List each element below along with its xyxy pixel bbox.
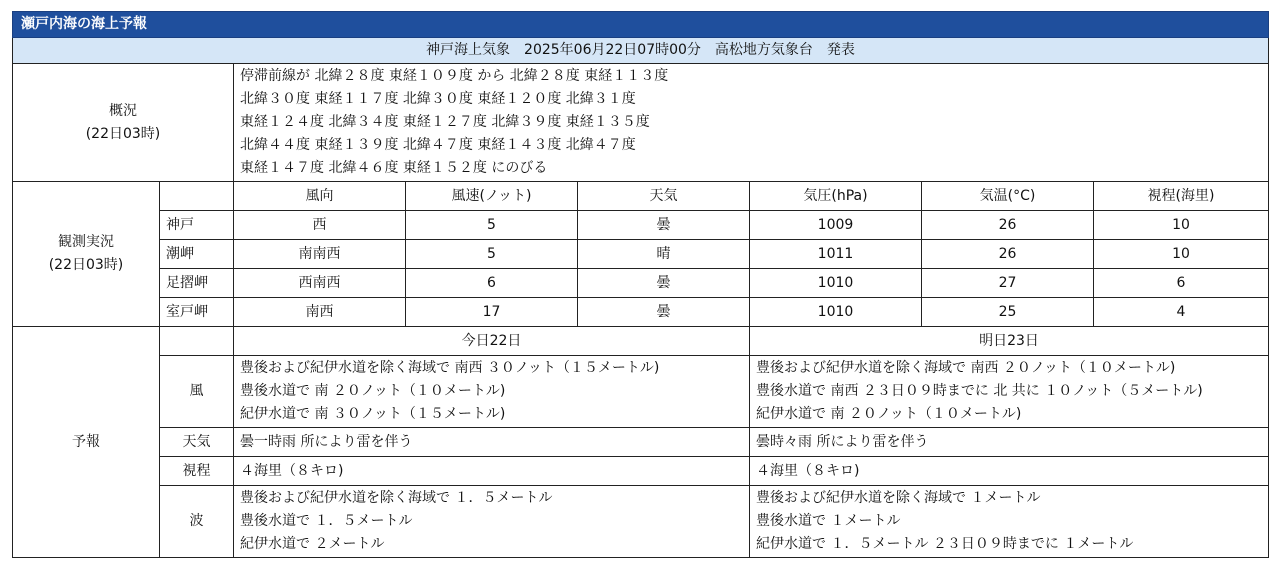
column-header: 気温(°C) [922, 182, 1094, 211]
overview-row [13, 64, 1269, 182]
forecast-line: 紀伊水道で 南 ２０ノット（１０メートル) [756, 406, 1022, 422]
table-row [13, 211, 1269, 240]
table-cell: 6 [406, 269, 578, 298]
table-cell: 西 [234, 211, 406, 240]
station-name: 足摺岬 [160, 269, 234, 298]
forecast-line: 豊後水道で １．５メートル [240, 513, 413, 529]
forecast-day2-header: 明日23日 [750, 327, 1269, 356]
forecast-item-label: 波 [160, 486, 234, 558]
forecast-document [12, 11, 1268, 558]
table-row [13, 298, 1269, 327]
table-cell: 6 [1094, 269, 1269, 298]
forecast-line: 紀伊水道で １．５メートル ２３日０９時までに １メートル [756, 536, 1134, 552]
observation-label-title: 観測実況 [58, 234, 114, 250]
overview-line: 北緯３０度 東経１１７度 北緯３０度 東経１２０度 北緯３１度 [240, 91, 636, 107]
issued-row [13, 38, 1269, 64]
station-name: 神戸 [160, 211, 234, 240]
forecast-wind-row [13, 356, 1269, 428]
table-cell: 1010 [750, 298, 922, 327]
forecast-item-label: 視程 [160, 457, 234, 486]
overview-label [13, 64, 234, 182]
table-cell: 曇 [578, 211, 750, 240]
table-cell: 1011 [750, 240, 922, 269]
table-cell: 27 [922, 269, 1094, 298]
column-header: 風向 [234, 182, 406, 211]
forecast-line: 豊後水道で １メートル [756, 513, 901, 529]
forecast-weather-row [13, 428, 1269, 457]
table-cell: 1010 [750, 269, 922, 298]
column-header: 気圧(hPa) [750, 182, 922, 211]
column-header: 天気 [578, 182, 750, 211]
table-cell: 4 [1094, 298, 1269, 327]
table-row [13, 269, 1269, 298]
forecast-line: 豊後および紀伊水道を除く海域で 南西 ３０ノット（１５メートル) [240, 360, 660, 376]
forecast-day1-header: 今日22日 [234, 327, 750, 356]
table-cell: 5 [406, 211, 578, 240]
title-row [13, 12, 1269, 38]
forecast-visibility-row [13, 457, 1269, 486]
forecast-wave-day2 [750, 486, 1269, 558]
station-header-cell [160, 182, 234, 211]
forecast-line: 豊後水道で 南西 ２３日０９時までに 北 共に １０ノット（５メートル) [756, 383, 1203, 399]
forecast-label: 予報 [13, 327, 160, 558]
table-cell: 西南西 [234, 269, 406, 298]
page-title: 瀬戸内海の海上予報 [13, 12, 1269, 38]
station-name: 室戸岬 [160, 298, 234, 327]
table-cell: 26 [922, 211, 1094, 240]
table-cell: 17 [406, 298, 578, 327]
forecast-line: 豊後および紀伊水道を除く海域で 南西 ２０ノット（１０メートル) [756, 360, 1176, 376]
table-row [13, 240, 1269, 269]
table-cell: 曇 [578, 298, 750, 327]
table-cell: 5 [406, 240, 578, 269]
forecast-wave-day1 [234, 486, 750, 558]
overview-line: 停滞前線が 北緯２８度 東経１０９度 から 北緯２８度 東経１１３度 [240, 68, 669, 84]
forecast-table [12, 11, 1269, 558]
overview-line: 北緯４４度 東経１３９度 北緯４７度 東経１４３度 北緯４７度 [240, 137, 636, 153]
forecast-line: 紀伊水道で ２メートル [240, 536, 385, 552]
forecast-visibility-day2: ４海里（８キロ) [750, 457, 1269, 486]
table-cell: 南西 [234, 298, 406, 327]
table-cell: 南南西 [234, 240, 406, 269]
observation-label-time: (22日03時) [48, 257, 124, 273]
forecast-header-row [13, 327, 1269, 356]
forecast-item-header-cell [160, 327, 234, 356]
observation-header-row [13, 182, 1269, 211]
column-header: 視程(海里) [1094, 182, 1269, 211]
forecast-line: 紀伊水道で 南 ３０ノット（１５メートル) [240, 406, 506, 422]
observation-label [13, 182, 160, 327]
forecast-line: 豊後および紀伊水道を除く海域で １メートル [756, 490, 1041, 506]
forecast-item-label: 天気 [160, 428, 234, 457]
forecast-visibility-day1: ４海里（８キロ) [234, 457, 750, 486]
overview-label-title: 概況 [109, 102, 137, 119]
forecast-line: 豊後および紀伊水道を除く海域で １．５メートル [240, 490, 553, 506]
forecast-wave-row [13, 486, 1269, 558]
forecast-wind-day2 [750, 356, 1269, 428]
table-cell: 25 [922, 298, 1094, 327]
overview-line: 東経１２４度 北緯３４度 東経１２７度 北緯３９度 東経１３５度 [240, 114, 650, 130]
issued-text: 神戸海上気象 2025年06月22日07時00分 高松地方気象台 発表 [13, 38, 1269, 64]
table-cell: 曇 [578, 269, 750, 298]
station-name: 潮岬 [160, 240, 234, 269]
column-header: 風速(ノット) [406, 182, 578, 211]
forecast-item-label: 風 [160, 356, 234, 428]
table-cell: 晴 [578, 240, 750, 269]
forecast-wind-day1 [234, 356, 750, 428]
table-cell: 1009 [750, 211, 922, 240]
forecast-weather-day1: 曇一時雨 所により雷を伴う [234, 428, 750, 457]
forecast-weather-day2: 曇時々雨 所により雷を伴う [750, 428, 1269, 457]
table-cell: 26 [922, 240, 1094, 269]
overview-label-time: (22日03時) [85, 125, 161, 142]
overview-line: 東経１４７度 北緯４６度 東経１５２度 にのびる [240, 160, 548, 176]
table-cell: 10 [1094, 211, 1269, 240]
overview-text [234, 64, 1269, 182]
forecast-line: 豊後水道で 南 ２０ノット（１０メートル) [240, 383, 506, 399]
table-cell: 10 [1094, 240, 1269, 269]
